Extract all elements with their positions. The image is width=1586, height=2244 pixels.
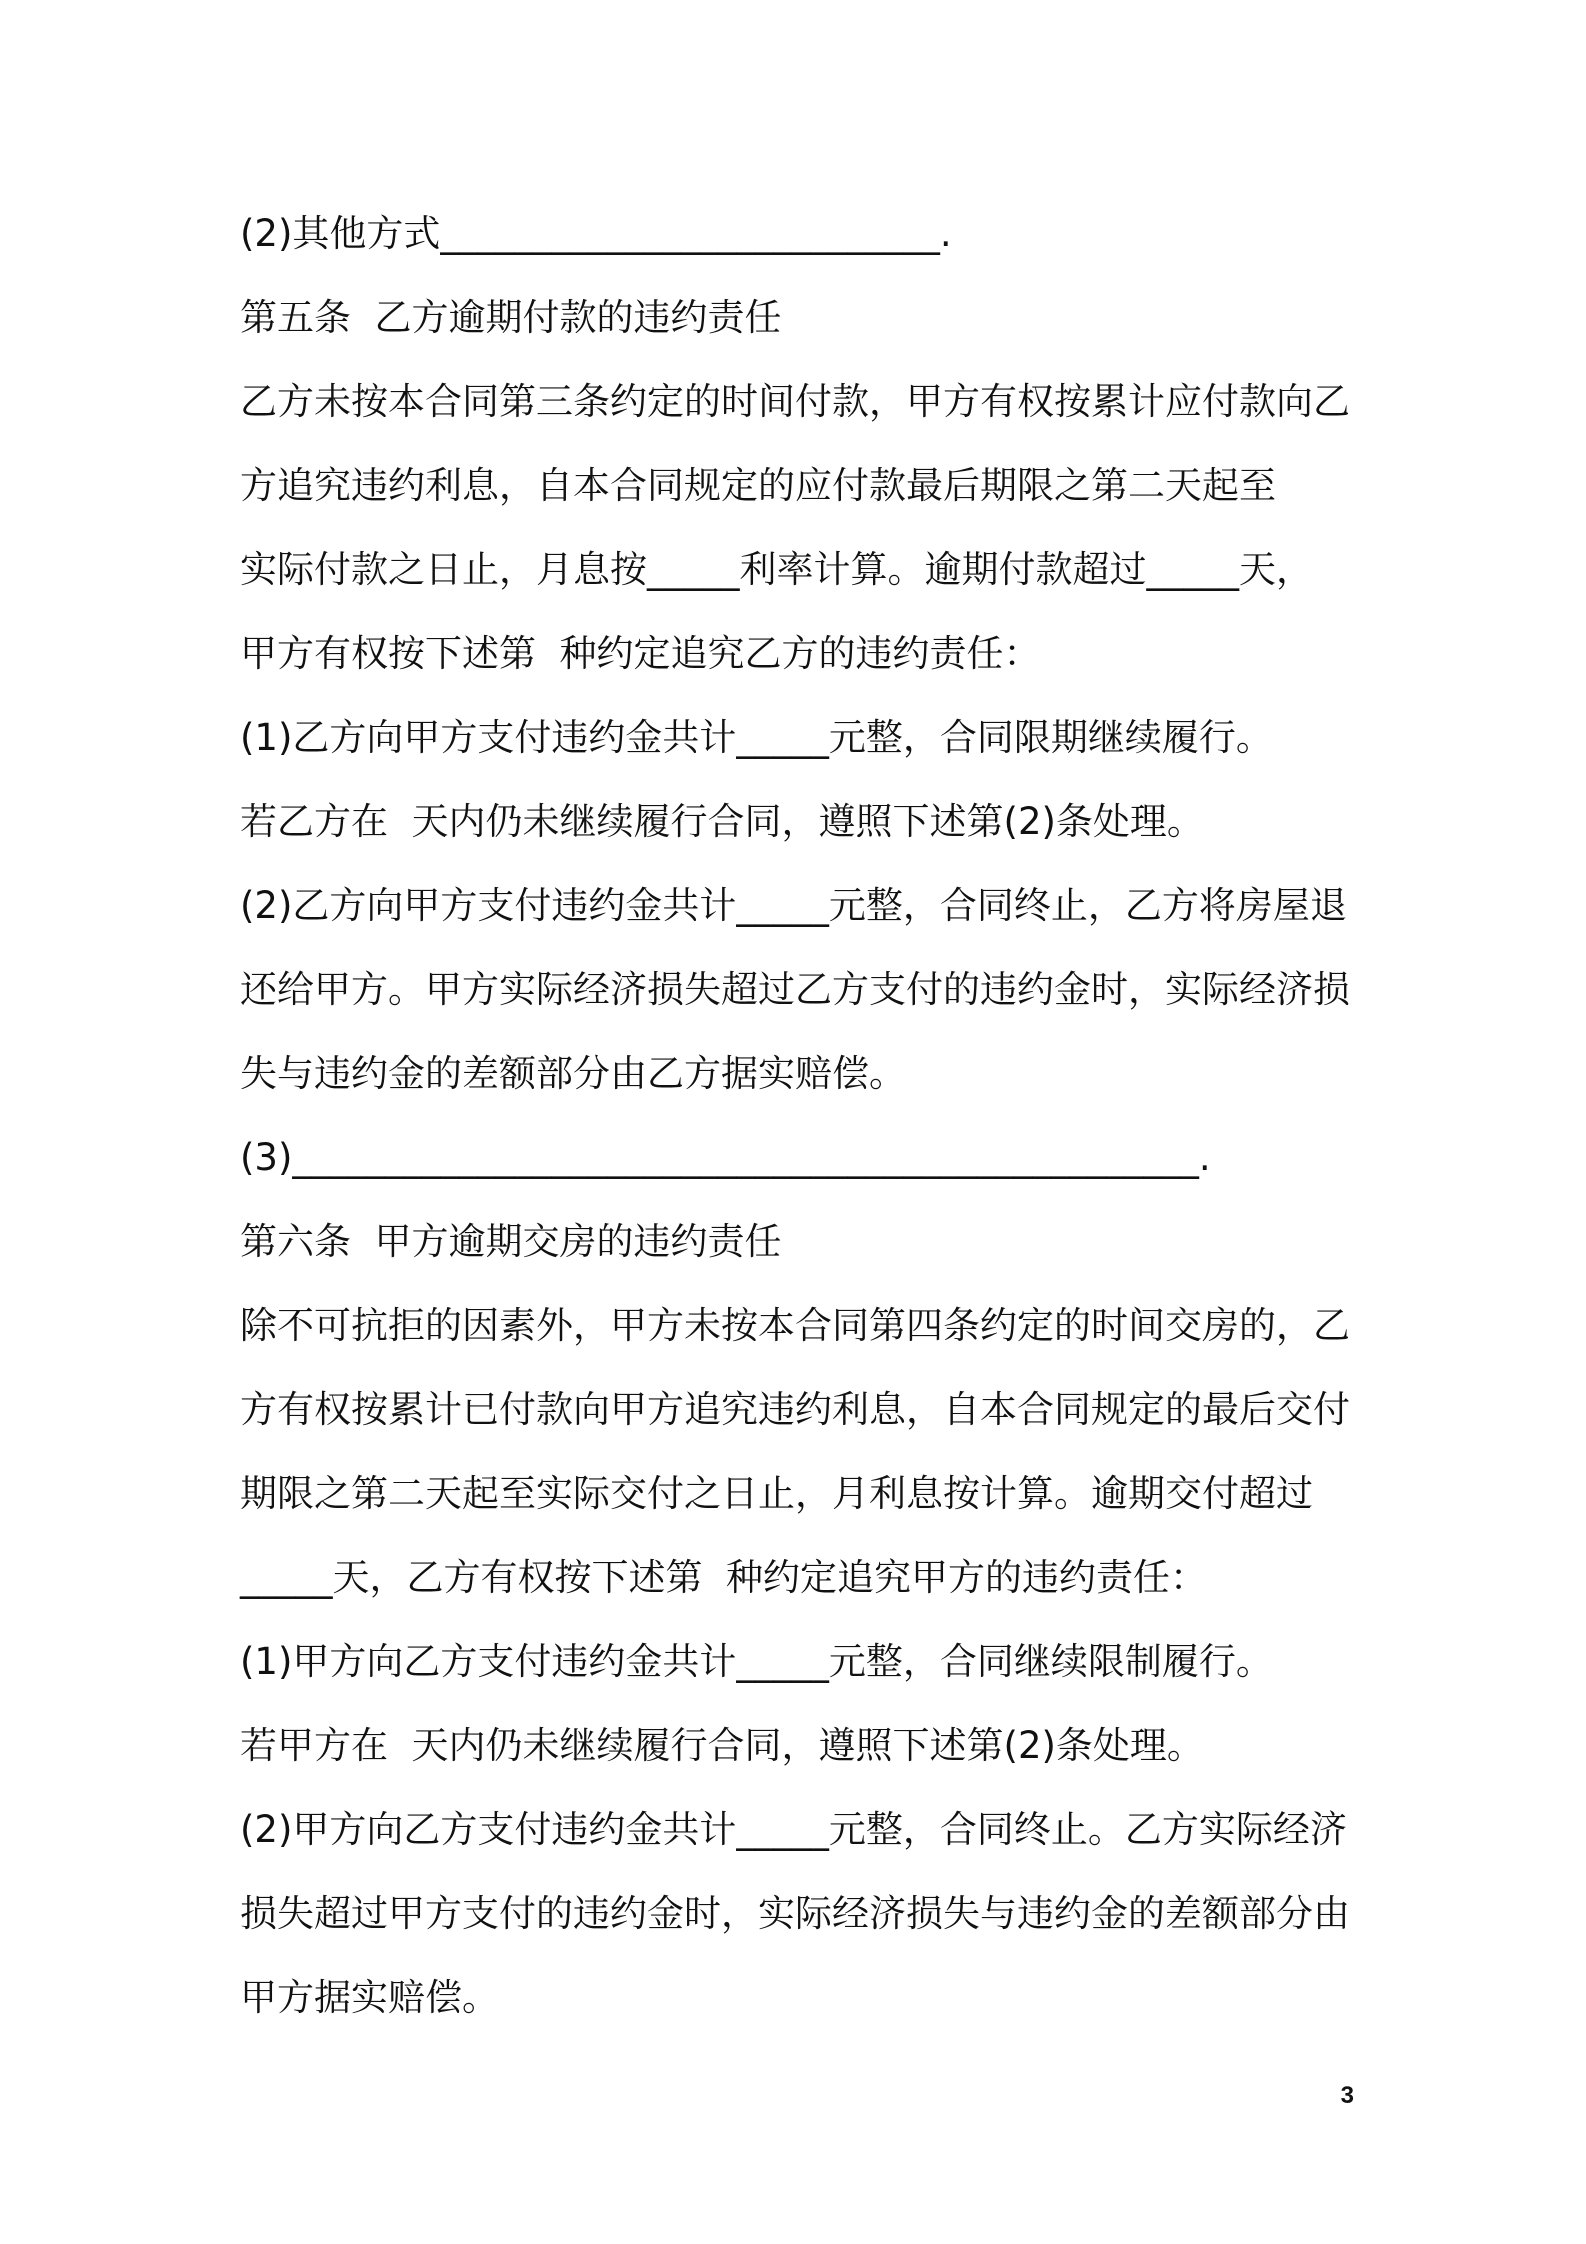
article-5-paragraph-line-3: 实际付款之日止，月息按_____利率计算。逾期付款超过_____天， — [240, 548, 1313, 591]
article-5-option-2-line-3: 失与违约金的差额部分由乙方据实赔偿。 — [240, 1052, 906, 1095]
article-5-option-1-line-1: (1)乙方向甲方支付违约金共计_____元整，合同限期继续履行。 — [240, 716, 1273, 759]
article-6-option-1-line-2: 若甲方在 天内仍未继续履行合同，遵照下述第(2)条处理。 — [240, 1724, 1204, 1767]
article-6-option-2-line-3: 甲方据实赔偿。 — [240, 1976, 499, 2019]
article-5-paragraph-line-1: 乙方未按本合同第三条约定的时间付款，甲方有权按累计应付款向乙 — [240, 380, 1350, 423]
article-6-paragraph-line-4: _____天，乙方有权按下述第 种约定追究甲方的违约责任： — [240, 1556, 1208, 1599]
article-5-option-3-line: (3)_________________________________________________. — [240, 1136, 1211, 1179]
clause-4-option-2-line: (2)其他方式___________________________. — [240, 212, 952, 255]
article-5-option-1-line-2: 若乙方在 天内仍未继续履行合同，遵照下述第(2)条处理。 — [240, 800, 1204, 843]
article-6-heading: 第六条 甲方逾期交房的违约责任 — [240, 1220, 782, 1263]
article-6-paragraph-line-2: 方有权按累计已付款向甲方追究违约利息，自本合同规定的最后交付 — [240, 1388, 1350, 1431]
article-5-option-2-line-2: 还给甲方。甲方实际经济损失超过乙方支付的违约金时，实际经济损 — [240, 968, 1350, 1011]
article-6-option-2-line-1: (2)甲方向乙方支付违约金共计_____元整，合同终止。乙方实际经济 — [240, 1808, 1347, 1851]
article-6-paragraph-line-1: 除不可抗拒的因素外，甲方未按本合同第四条约定的时间交房的，乙 — [240, 1304, 1350, 1347]
page-number: 3 — [1340, 2082, 1354, 2109]
article-5-paragraph-line-4: 甲方有权按下述第 种约定追究乙方的违约责任： — [240, 632, 1041, 675]
article-5-option-2-line-1: (2)乙方向甲方支付违约金共计_____元整，合同终止，乙方将房屋退 — [240, 884, 1347, 927]
article-6-paragraph-line-3: 期限之第二天起至实际交付之日止，月利息按计算。逾期交付超过 — [240, 1472, 1313, 1515]
article-5-heading: 第五条 乙方逾期付款的违约责任 — [240, 296, 782, 339]
article-6-option-2-line-2: 损失超过甲方支付的违约金时，实际经济损失与违约金的差额部分由 — [240, 1892, 1350, 1935]
article-5-paragraph-line-2: 方追究违约利息，自本合同规定的应付款最后期限之第二天起至 — [240, 464, 1276, 507]
article-6-option-1-line-1: (1)甲方向乙方支付违约金共计_____元整，合同继续限制履行。 — [240, 1640, 1273, 1683]
